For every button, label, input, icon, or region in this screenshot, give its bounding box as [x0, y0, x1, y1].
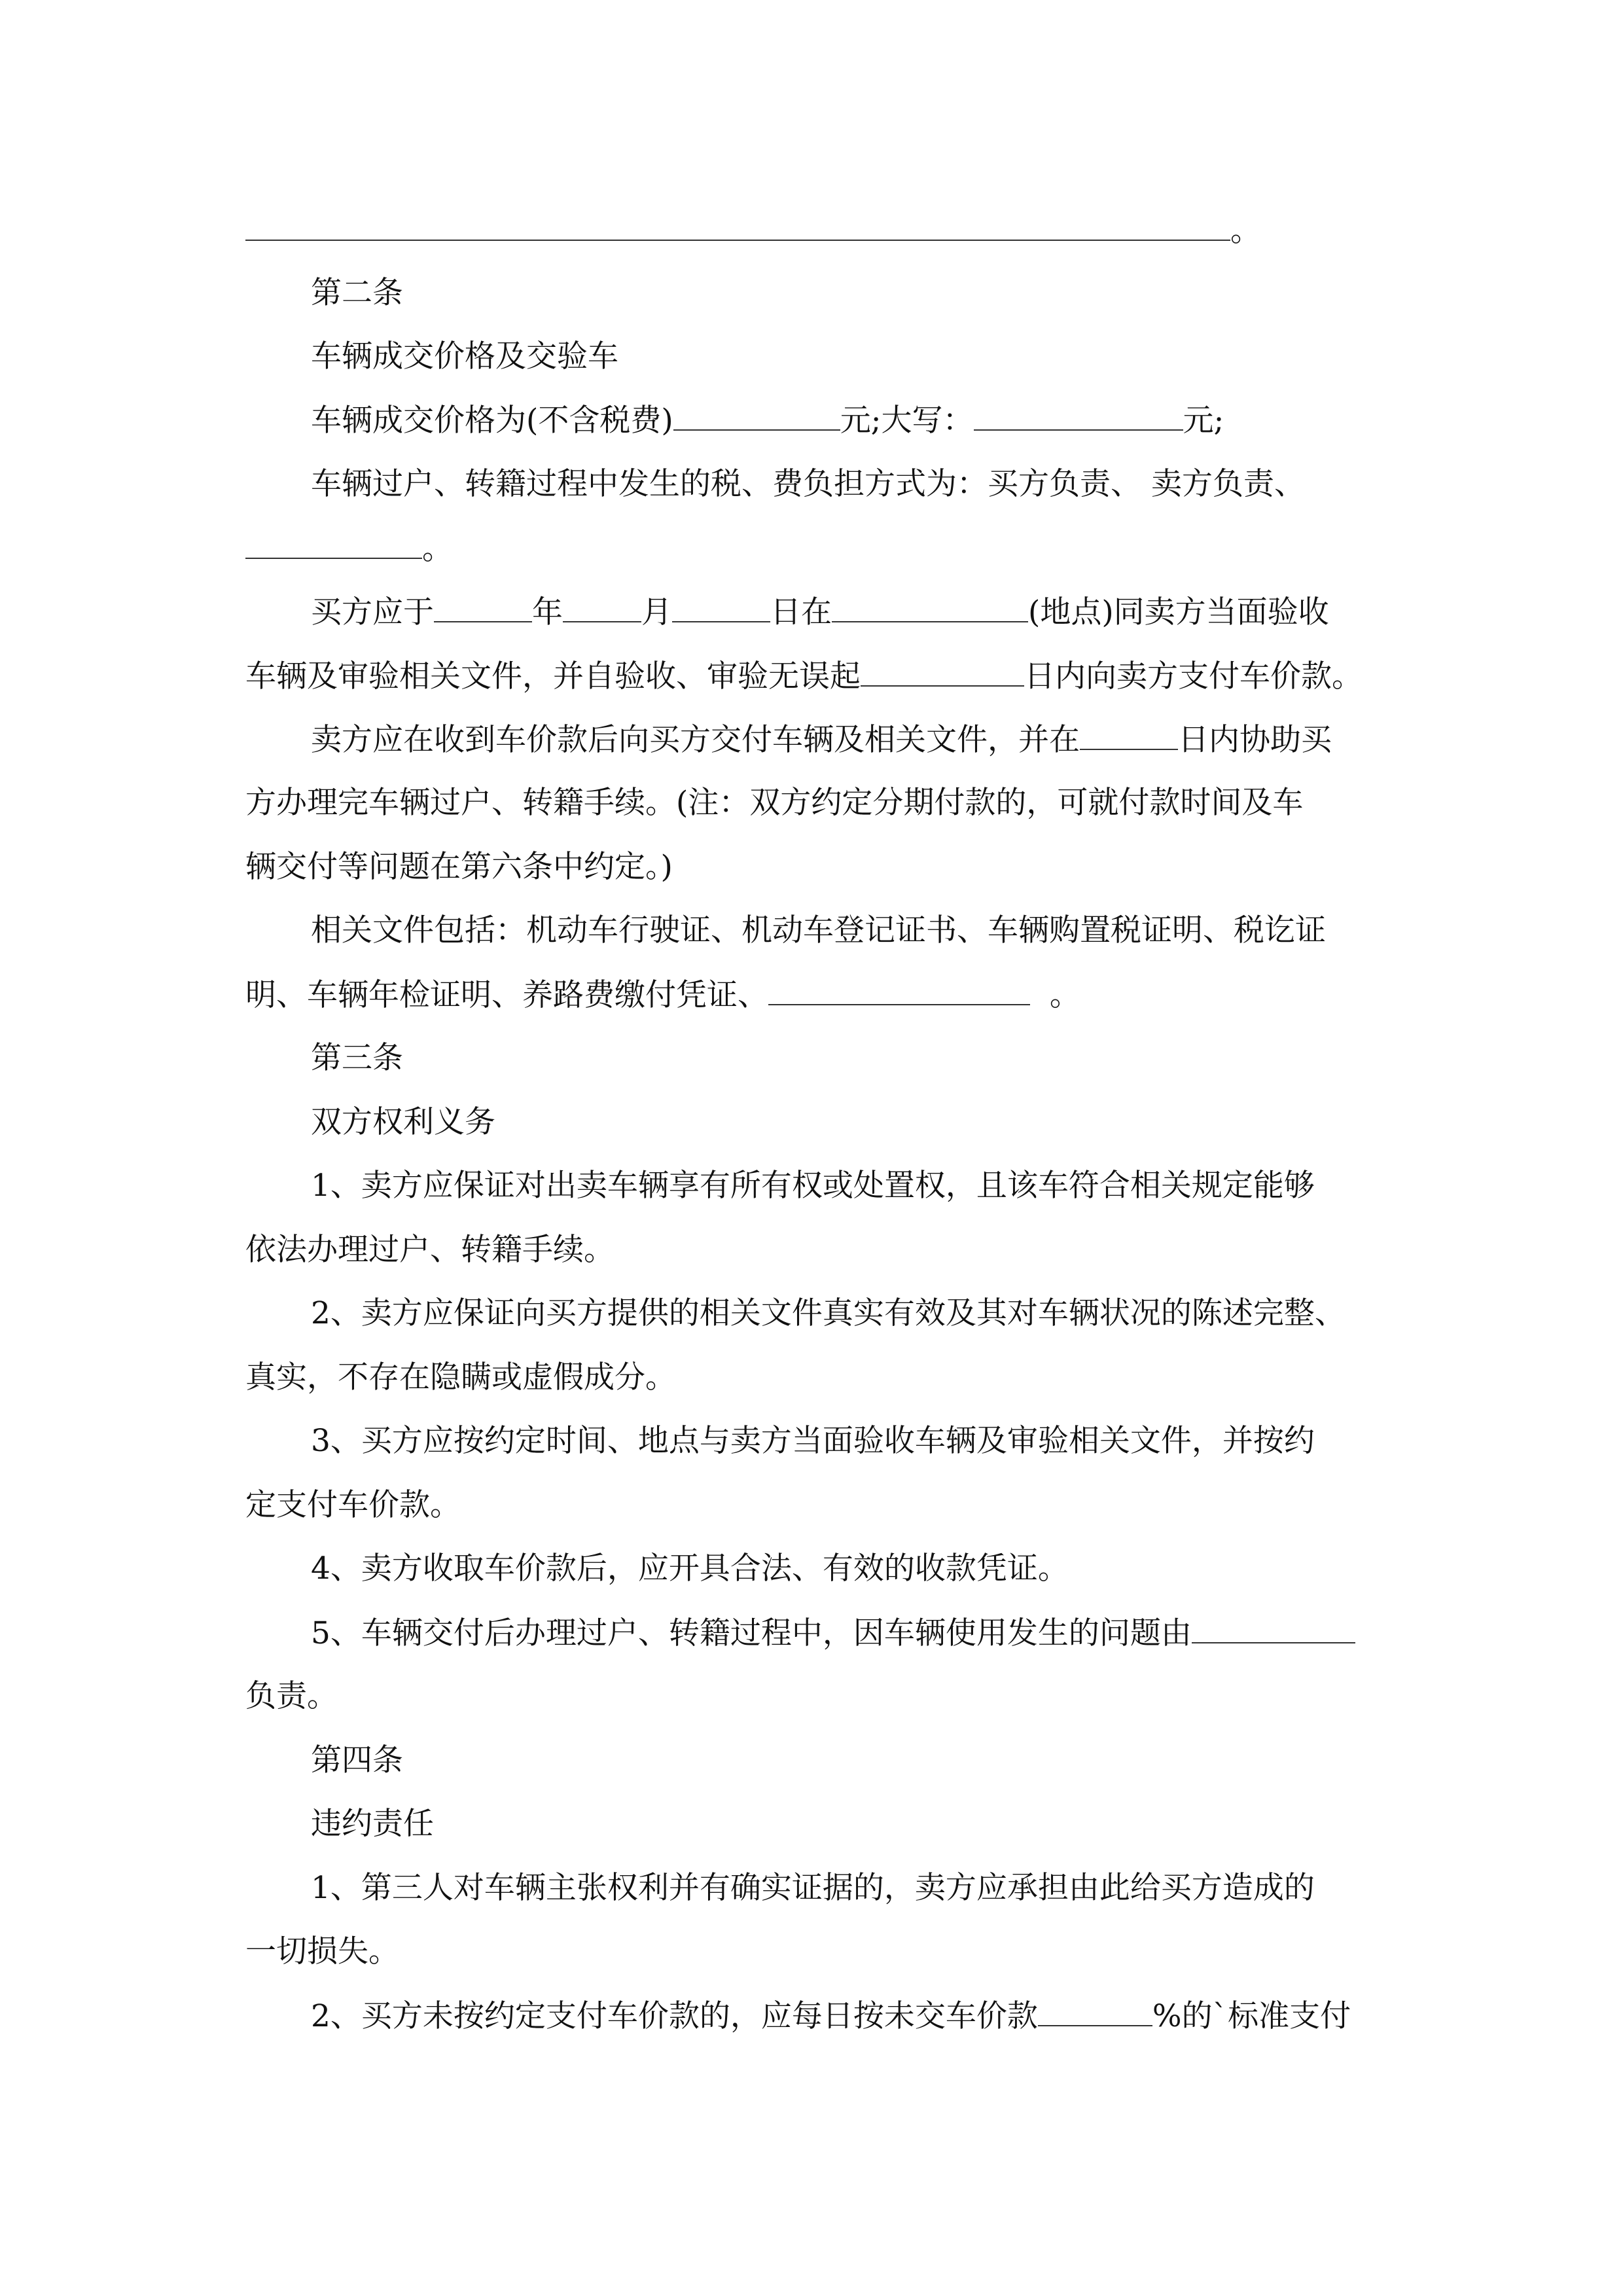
delivery-para-line2: 方办理完车辆过户、转籍手续。(注：双方约定分期付款的，可就付款时间及车: [245, 785, 1304, 821]
article-2-heading: 第二条: [311, 275, 403, 311]
art3-item3-line1: 3、买方应按约定时间、地点与卖方当面验收车辆及审验相关文件，并按约: [311, 1423, 1315, 1459]
other-documents-blank: [768, 975, 1030, 1005]
payment-days-blank: [861, 656, 1024, 687]
article-4-title: 违约责任: [311, 1806, 434, 1842]
tax-line: 车辆过户、转籍过程中发生的税、费负担方式为：买方负责、 卖方负责、: [311, 466, 1305, 502]
responsible-party-blank: [1192, 1613, 1355, 1643]
day-blank: [672, 592, 770, 622]
article-2-title: 车辆成交价格及交验车: [311, 338, 618, 374]
month-blank: [563, 592, 641, 622]
art3-item5-line1: 5、车辆交付后办理过户、转籍过程中，因车辆使用发生的问题由: [311, 1613, 1355, 1653]
documents-para-line1: 相关文件包括：机动车行驶证、机动车登记证书、车辆购置税证明、税讫证: [311, 912, 1326, 948]
art3-item3-line2: 定支付车价款。: [245, 1487, 461, 1523]
documents-para-line2: 明、车辆年检证明、养路费缴付凭证、 。: [245, 975, 1080, 1015]
blank-field: [245, 211, 1230, 241]
article-3-title: 双方权利义务: [311, 1104, 495, 1140]
delivery-para-line3: 辆交付等问题在第六条中约定。): [245, 849, 673, 885]
transfer-days-blank: [1080, 720, 1178, 750]
art3-item2-line1: 2、卖方应保证向买方提供的相关文件真实有效及其对车辆状况的陈述完整、: [311, 1295, 1346, 1331]
art3-item2-line2: 真实，不存在隐瞒或虚假成分。: [245, 1359, 676, 1395]
tax-line-cont: 。: [245, 529, 453, 569]
art4-item1-line2: 一切损失。: [245, 1933, 399, 1969]
delivery-para-line1: 卖方应在收到车价款后向买方交付车辆及相关文件，并在 日内协助买: [311, 720, 1332, 760]
article-4-heading: 第四条: [311, 1742, 403, 1778]
year-blank: [434, 592, 532, 622]
place-blank: [832, 592, 1028, 622]
art3-item1-line2: 依法办理过户、转籍手续。: [245, 1232, 615, 1268]
art3-item4: 4、卖方收取车价款后，应开具合法、有效的收款凭证。: [311, 1551, 1069, 1587]
tax-other-blank: [245, 529, 422, 559]
price-line: 车辆成交价格为(不含税费) 元;大写： 元;: [311, 401, 1224, 440]
art4-item1-line1: 1、第三人对车辆主张权利并有确实证据的，卖方应承担由此给买方造成的: [311, 1870, 1315, 1906]
price-amount-blank: [673, 401, 840, 431]
article-3-heading: 第三条: [311, 1040, 403, 1076]
penalty-rate-blank: [1038, 1996, 1152, 2026]
art3-item5-line2: 负责。: [245, 1678, 338, 1714]
inspection-para-line1: 买方应于 年 月 日在 (地点)同卖方当面验收: [311, 592, 1329, 632]
price-capital-blank: [974, 401, 1183, 431]
art3-item1-line1: 1、卖方应保证对出卖车辆享有所有权或处置权，且该车符合相关规定能够: [311, 1168, 1315, 1204]
art4-item2-line1: 2、买方未按约定支付车价款的，应每日按未交车价款 %的`标准支付: [311, 1996, 1351, 2036]
top-fill-line: 。: [245, 211, 1261, 251]
inspection-para-line2: 车辆及审验相关文件，并自验收、审验无误起 日内向卖方支付车价款。: [245, 656, 1363, 696]
